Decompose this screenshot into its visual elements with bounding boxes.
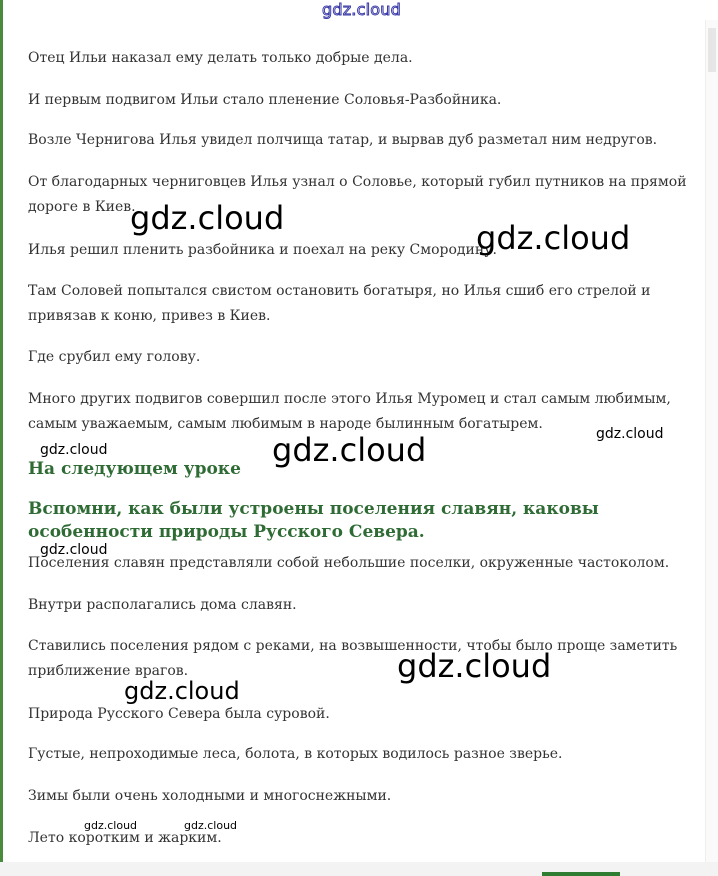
section-heading-question: Вспомни, как были устроены поселения славян, каковы особенности природы Русского Севера. bbox=[28, 499, 599, 542]
paragraph: Густые, непроходимые леса, болота, в которых водилось разное зверье. bbox=[28, 746, 563, 762]
paragraph: Илья решил пленить разбойника и поехал на реку Смородину. bbox=[28, 242, 497, 258]
section-heading-next-lesson: На следующем уроке bbox=[28, 459, 241, 479]
watermark: gdz.cloud bbox=[84, 819, 138, 832]
watermark: gdz.cloud bbox=[124, 677, 240, 705]
watermark: gdz.cloud bbox=[272, 431, 427, 469]
watermark: gdz.cloud bbox=[130, 199, 285, 237]
paragraph: От благодарных черниговцев Илья узнал о Соловье, который губил путников на прямой дороге в Киев. bbox=[28, 174, 687, 215]
paragraph: Поселения славян представляли собой небольшие поселки, окруженные частоколом. bbox=[28, 555, 670, 571]
left-accent-rule bbox=[0, 0, 3, 862]
scrollbar-thumb[interactable] bbox=[708, 28, 716, 72]
watermark: gdz.cloud bbox=[397, 647, 552, 685]
paragraph: И первым подвигом Ильи стало пленение Соловья-Разбойника. bbox=[28, 92, 502, 108]
watermark: gdz.cloud bbox=[184, 819, 238, 832]
footer-accent-button[interactable] bbox=[542, 872, 620, 876]
watermark: gdz.cloud bbox=[476, 219, 631, 257]
right-scroll-edge[interactable] bbox=[705, 20, 718, 862]
paragraph: Ставились поселения рядом с реками, на возвышенности, чтобы было проще заметить приближение врагов. bbox=[28, 638, 678, 679]
watermark: gdz.cloud bbox=[40, 442, 108, 458]
paragraph: Отец Ильи наказал ему делать только добрые дела. bbox=[28, 50, 413, 66]
paragraph: Там Соловей попытался свистом остановить богатыря, но Илья сшиб его стрелой и привязав к коню, привез в Киев. bbox=[28, 283, 651, 324]
paragraph: Лето коротким и жарким. bbox=[28, 830, 222, 846]
paragraph: Зимы были очень холодными и многоснежными. bbox=[28, 788, 392, 804]
watermark-top: gdz.cloud bbox=[322, 0, 401, 19]
paragraph: Много других подвигов совершил после этого Илья Муромец и стал самым любимым, самым уважаемым, самым любимым в народе былинным богатырем. bbox=[28, 391, 671, 432]
paragraph: Природа Русского Севера была суровой. bbox=[28, 706, 330, 722]
paragraph: Внутри располагались дома славян. bbox=[28, 597, 297, 613]
paragraph: Возле Чернигова Илья увидел полчища татар, и вырвав дуб разметал ним недругов. bbox=[28, 132, 658, 148]
watermark: gdz.cloud bbox=[596, 426, 664, 442]
paragraph: Где срубил ему голову. bbox=[28, 349, 201, 365]
watermark: gdz.cloud bbox=[40, 542, 108, 558]
